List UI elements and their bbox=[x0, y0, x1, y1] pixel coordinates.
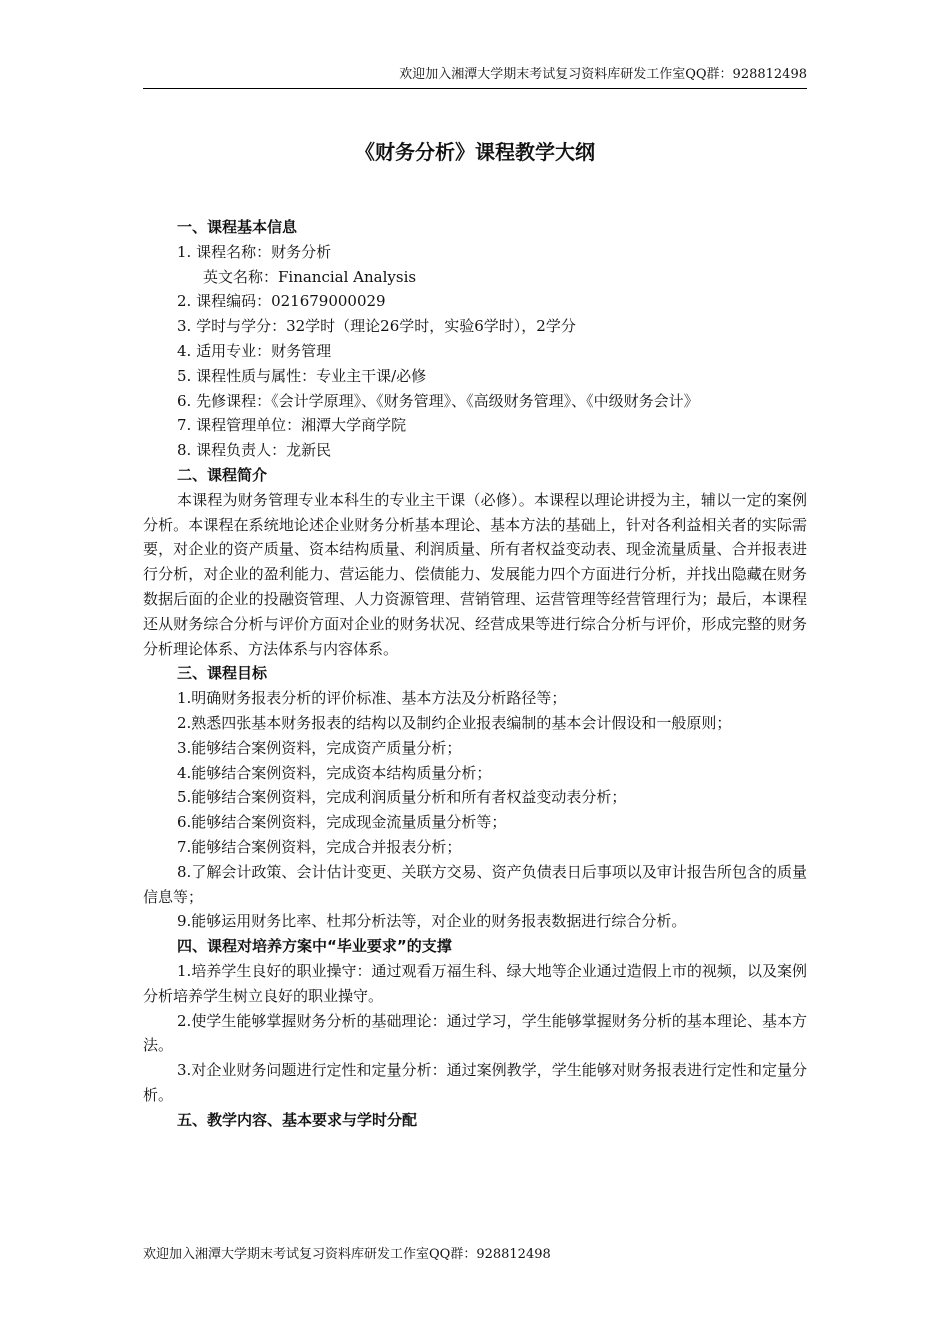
info-item-course-type: 5. 课程性质与属性：专业主干课/必修 bbox=[177, 366, 427, 385]
objective-item: 3.能够结合案例资料，完成资产质量分析； bbox=[177, 738, 462, 757]
support-item: 1.培养学生良好的职业操守：通过观看万福生科、绿大地等企业通过造假上市的视频，以及案例分析培养学生树立良好的职业操守。 bbox=[143, 961, 807, 1005]
info-item-hours-credits: 3. 学时与学分：32学时（理论26学时，实验6学时），2学分 bbox=[177, 317, 576, 336]
page-header: 欢迎加入湘潭大学期末考试复习资料库研发工作室QQ群：928812498 bbox=[143, 66, 807, 89]
objective-item: 8.了解会计政策、会计估计变更、关联方交易、资产负债表日后事项以及审计报告所包含的质量信息等； bbox=[143, 862, 807, 906]
objective-item: 1.明确财务报表分析的评价标准、基本方法及分析路径等； bbox=[177, 689, 567, 708]
info-item-course-code: 2. 课程编码：021679000029 bbox=[177, 292, 386, 311]
objective-item: 9.能够运用财务比率、杜邦分析法等，对企业的财务报表数据进行综合分析。 bbox=[177, 912, 687, 931]
page-footer: 欢迎加入湘潭大学期末考试复习资料库研发工作室QQ群：928812498 bbox=[143, 1247, 551, 1262]
objective-item: 2.熟悉四张基本财务报表的结构以及制约企业报表编制的基本会计假设和一般原则； bbox=[177, 713, 732, 732]
objective-item: 5.能够结合案例资料，完成利润质量分析和所有者权益变动表分析； bbox=[177, 788, 627, 807]
objective-item: 6.能够结合案例资料，完成现金流量质量分析等； bbox=[177, 813, 507, 832]
document-body bbox=[143, 215, 807, 1132]
info-item-course-leader: 8. 课程负责人：龙新民 bbox=[177, 441, 332, 460]
info-item-course-name: 1. 课程名称：财务分析 bbox=[177, 242, 332, 261]
section-heading-objectives: 三、课程目标 bbox=[177, 664, 268, 683]
section-heading-graduation-support: 四、课程对培养方案中“毕业要求”的支撑 bbox=[177, 937, 452, 956]
support-item: 2.使学生能够掌握财务分析的基础理论：通过学习，学生能够掌握财务分析的基本理论、基本方法。 bbox=[143, 1011, 807, 1055]
info-item-english-name: 英文名称：Financial Analysis bbox=[203, 267, 417, 286]
objective-item: 7.能够结合案例资料，完成合并报表分析； bbox=[177, 837, 462, 856]
info-item-managing-unit: 7. 课程管理单位：湘潭大学商学院 bbox=[177, 416, 407, 435]
info-item-prerequisites: 6. 先修课程：《会计学原理》、《财务管理》、《高级财务管理》、《中级财务会计》 bbox=[177, 391, 699, 410]
objective-item: 4.能够结合案例资料，完成资本结构质量分析； bbox=[177, 763, 492, 782]
introduction-paragraph: 本课程为财务管理专业本科生的专业主干课（必修）。本课程以理论讲授为主，辅以一定的案例分析。本课程在系统地论述企业财务分析基本理论、基本方法的基础上，针对各利益相关者的实际需要，对企业的资产质量、资本结构质量、利润质量、所有者权益变动表、现金流量质量、合并报表进行分析，对企业的盈利能力、营运能力、偿债能力、发展能力四个方面进行分析，并找出隐藏在财务数据后面的企业的投融资管理、人力资源管理、营销管理、运营管理等经营管理行为；最后，本课程还从财务综合分析与评价方面对企业的财务状况、经营成果等进行综合分析与评价，形成完整的财务分析理论体系、方法体系与内容体系。 bbox=[143, 490, 807, 658]
section-heading-introduction: 二、课程简介 bbox=[177, 465, 268, 484]
section-heading-teaching-content: 五、教学内容、基本要求与学时分配 bbox=[177, 1110, 418, 1129]
document-title: 《财务分析》课程教学大纲 bbox=[355, 140, 595, 164]
section-heading-basic-info: 一、课程基本信息 bbox=[177, 218, 298, 236]
support-item: 3.对企业财务问题进行定性和定量分析：通过案例教学，学生能够对财务报表进行定性和定量分析。 bbox=[143, 1061, 807, 1104]
info-item-major: 4. 适用专业：财务管理 bbox=[177, 341, 332, 360]
